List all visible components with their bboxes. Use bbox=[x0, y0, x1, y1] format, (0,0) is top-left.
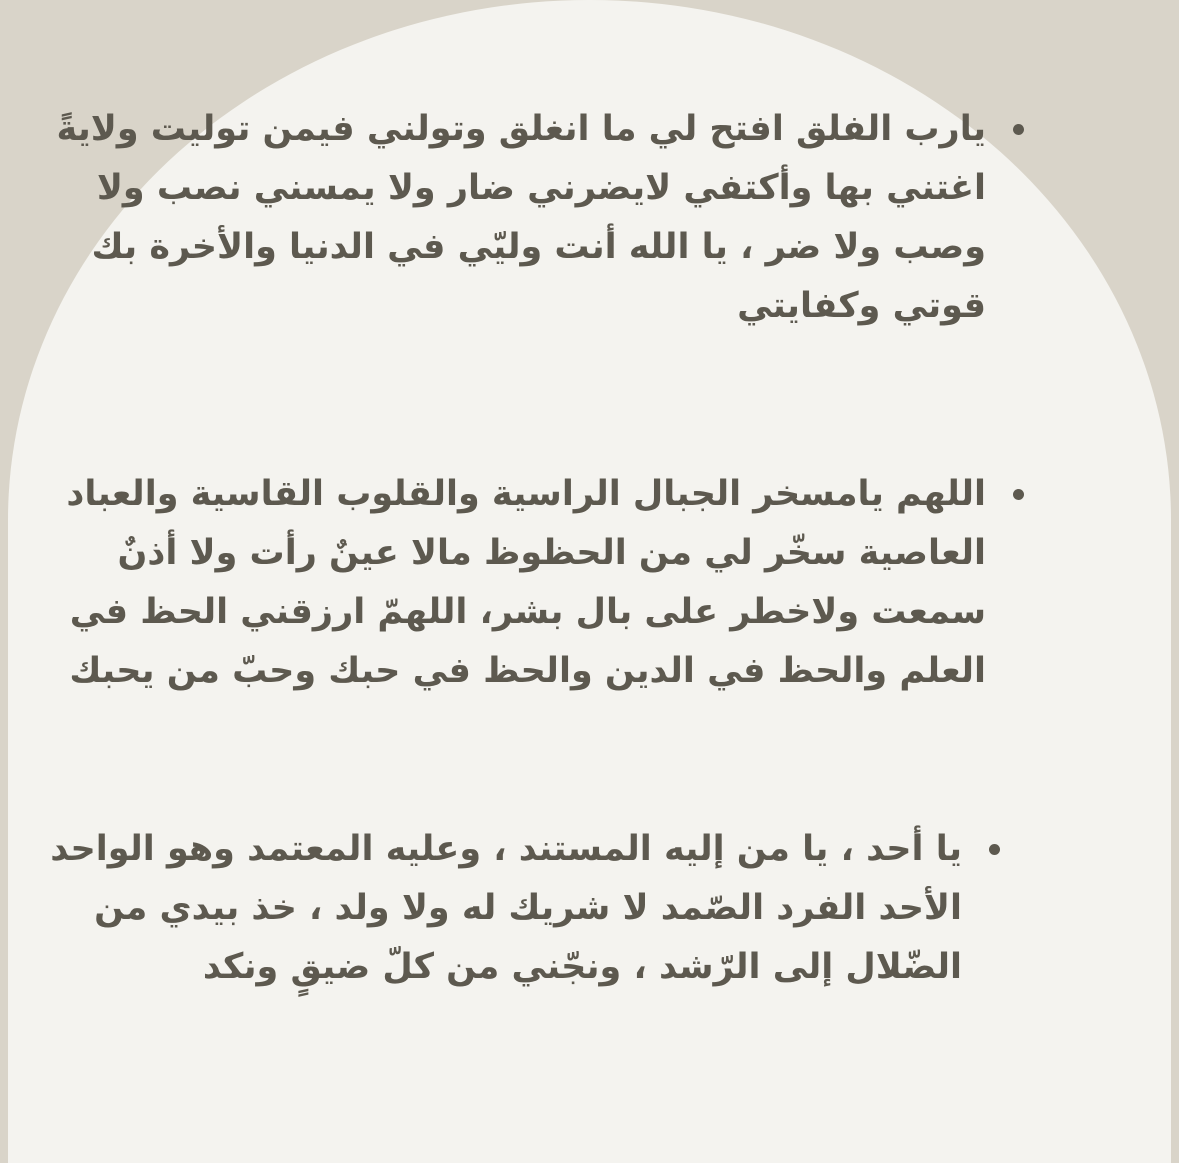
bullet-icon bbox=[989, 844, 1000, 855]
dua-line: سمعت ولاخطر على بال بشر، اللهمّ ارزقني الحظ في bbox=[69, 592, 986, 632]
dua-line: يا أحد ، يا من إليه المستند ، وعليه المعتمد وهو الواحد bbox=[50, 829, 962, 869]
dua-line: اللهم يامسخر الجبال الراسية والقلوب القاسية والعباد bbox=[66, 474, 986, 514]
dua-line: الأحد الفرد الصّمد لا شريك له ولا ولد ، خذ بيدي من bbox=[94, 888, 962, 928]
dua-paragraph-1 bbox=[56, 100, 986, 336]
dua-line: اغتني بها وأكتفي لايضرني ضار ولا يمسني نصب ولا bbox=[96, 168, 986, 208]
bullet-icon bbox=[1013, 124, 1024, 135]
dua-line: وصب ولا ضر ، يا الله أنت وليّي في الدنيا والأخرة بك bbox=[91, 227, 986, 267]
dua-paragraph-3 bbox=[50, 820, 962, 997]
dua-line: الضّلال إلى الرّشد ، ونجّني من كلّ ضيقٍ ونكد bbox=[202, 947, 962, 987]
dua-line: العاصية سخّر لي من الحظوظ مالا عينٌ رأت ولا أذنٌ bbox=[117, 533, 986, 573]
dua-line: يارب الفلق افتح لي ما انغلق وتولني فيمن توليت ولايةً bbox=[56, 109, 986, 149]
dua-line: قوتي وكفايتي bbox=[737, 286, 986, 326]
dua-paragraph-2 bbox=[66, 465, 986, 701]
dua-line: العلم والحظ في الدين والحظ في حبك وحبّ من يحبك bbox=[69, 651, 986, 691]
bullet-icon bbox=[1013, 489, 1024, 500]
